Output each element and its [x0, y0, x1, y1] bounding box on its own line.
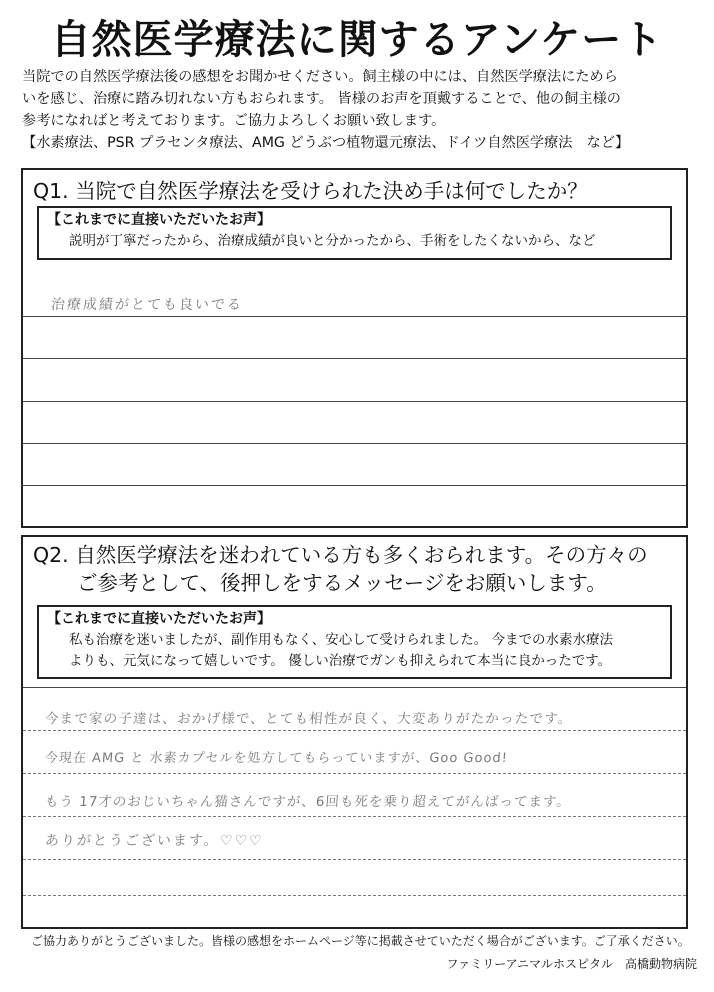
handwritten-answer[interactable]: 今現在 AMG と 水素カプセルを処方してもらっていますが、Goo Good!	[44, 751, 509, 766]
handwritten-answer[interactable]: もう 17才のおじいちゃん猫さんですが、6回も死を乗り超えてがんばってます。	[44, 794, 572, 810]
voice-line: 説明が丁寧だったから、治療成績が良いと分かったから、手術をしたくないから、など	[69, 233, 596, 249]
clinic-name: ファミリーアニマルホスピタル 高橋動物病院	[446, 957, 697, 971]
intro-line: いを感じ、治療に踏み切れない方もおられます。 皆様のお声を頂戴することで、他の飼主様の	[22, 91, 621, 107]
footer-note: ご協力ありがとうございました。皆様の感想をホームページ等に掲載させていただく場合がございます。ご了承ください。	[31, 934, 690, 948]
intro-line: 当院での自然医学療法後の感想をお聞かせください。飼主様の中には、自然医学療法にためら	[22, 69, 618, 85]
answer-rule	[23, 859, 686, 860]
voices-label: 【これまでに直接いただいたお声】	[47, 212, 271, 228]
intro-text	[22, 66, 702, 154]
question-1-voices	[37, 206, 672, 260]
voice-line: よりも、元気になって嬉しいです。 優しい治療でガンも抑えられて本当に良かったです。	[69, 653, 612, 669]
question-1-box	[21, 168, 688, 528]
question-2-voices	[37, 605, 672, 679]
handwritten-answer[interactable]: 今まで家の子達は、おかげ様で、とても相性が良く、大変ありがたかったです。	[44, 711, 574, 727]
question-2-line: ご参考として、後押しをするメッセージをお願いします。	[77, 571, 607, 595]
answer-rule	[23, 401, 686, 402]
answer-rule	[23, 687, 686, 688]
question-2-box	[21, 535, 688, 929]
answer-rule	[23, 730, 686, 731]
answer-rule	[23, 773, 686, 774]
question-1-title: Q1. 当院で自然医学療法を受けられた決め手は何でしたか？	[33, 179, 588, 203]
answer-rule	[23, 443, 686, 444]
voice-line: 私も治療を迷いましたが、副作用もなく、安心して受けられました。 今までの水素水療法	[69, 632, 614, 648]
answer-rule	[23, 316, 686, 317]
answer-rule	[23, 895, 686, 896]
handwritten-answer[interactable]: ありがとうございます。♡♡♡	[44, 833, 265, 849]
answer-rule	[23, 816, 686, 817]
intro-line: 参考になればと考えております。ご協力よろしくお願い致します。	[22, 113, 446, 129]
answer-rule	[23, 358, 686, 359]
question-2-line: Q2. 自然医学療法を迷われている方も多くおられます。その方々の	[33, 543, 648, 567]
handwritten-answer[interactable]: 治療成績がとても良いでる	[50, 297, 244, 313]
answer-rule	[23, 485, 686, 486]
question-2-title	[33, 541, 648, 597]
page-title: 自然医学療法に関するアンケート	[50, 17, 664, 63]
intro-line: 【水素療法、PSR プラセンタ療法、AMG どうぶつ植物還元療法、ドイツ自然医学療法 など】	[22, 135, 630, 151]
voices-label: 【これまでに直接いただいたお声】	[47, 611, 271, 627]
